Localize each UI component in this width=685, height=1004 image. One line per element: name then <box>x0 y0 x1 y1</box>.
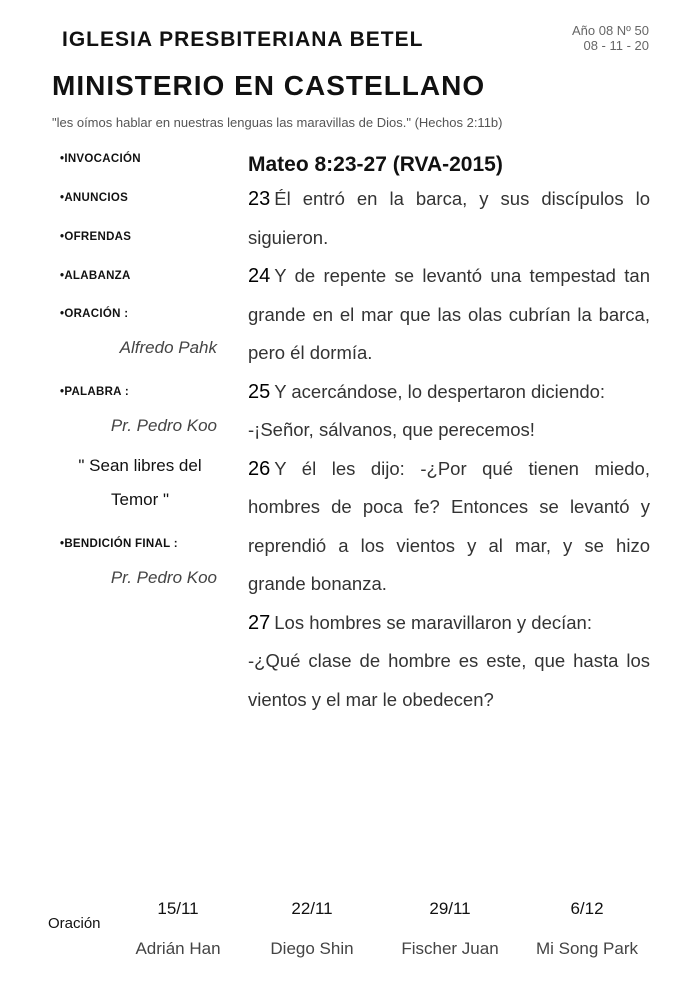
sermon-title-line2: Temor " <box>111 490 169 509</box>
prayer-date: 22/11 <box>291 899 333 918</box>
verse-number: 23 <box>248 188 271 210</box>
verse <box>248 180 650 257</box>
verse-text: Los hombres se maravillaron y decían: <box>274 611 592 633</box>
prayer-person: Diego Shin <box>270 939 354 958</box>
church-name: IGLESIA PRESBITERIANA BETEL <box>62 28 424 51</box>
verse-text: Y de repente se levantó una tempestad tan grande en el mar que las olas cubrían la barca, pero él dormía. <box>248 265 650 363</box>
item-bendicion: •BENDICIÓN FINAL : <box>60 538 178 550</box>
item-alabanza: •ALABANZA <box>60 270 131 282</box>
verse-text: Y acercándose, lo despertaron diciendo: <box>274 380 606 402</box>
bendicion-person: Pr. Pedro Koo <box>110 568 217 587</box>
verse <box>248 450 650 604</box>
prayer-person: Adrián Han <box>135 939 221 958</box>
ministry-title: MINISTERIO EN CASTELLANO <box>52 70 486 101</box>
item-oracion: •ORACIÓN : <box>60 308 129 320</box>
prayer-date: 6/12 <box>570 899 604 918</box>
oracion-person: Alfredo Pahk <box>119 338 217 357</box>
motto-quote: "les oímos hablar en nuestras lenguas las maravillas de Dios." (Hechos 2:11b) <box>52 115 503 130</box>
prayer-person: Fischer Juan <box>401 939 499 958</box>
item-palabra: •PALABRA : <box>60 386 129 398</box>
verse <box>248 257 650 373</box>
verse-text: Él entró en la barca, y sus discípulos lo siguieron. <box>248 188 650 248</box>
verse-text: Y él les dijo: -¿Por qué tienen miedo, hombres de poca fe? Entonces se levantó y reprendió a los vientos y al mar, y se hizo grande bonanza. <box>248 457 650 594</box>
prayer-date: 29/11 <box>429 899 471 918</box>
item-ofrendas: •OFRENDAS <box>60 231 132 243</box>
issue-number: Año 08 Nº 50 <box>571 23 649 38</box>
verse-number: 26 <box>248 457 271 480</box>
scripture-reading <box>248 150 650 719</box>
verse-number: 24 <box>248 265 271 287</box>
prayer-person: Mi Song Park <box>535 939 639 958</box>
sermon-title-line1: " Sean libres del <box>78 456 202 475</box>
prayer-date: 15/11 <box>157 899 199 918</box>
issue-date: 08 - 11 - 20 <box>583 38 649 53</box>
issue-info <box>572 23 649 53</box>
verse-number: 25 <box>248 380 271 403</box>
palabra-person: Pr. Pedro Koo <box>110 416 217 435</box>
item-anuncios: •ANUNCIOS <box>60 192 129 204</box>
scripture-reference: Mateo 8:23-27 (RVA-2015) <box>248 153 503 176</box>
verse <box>248 373 650 450</box>
sermon-title <box>60 449 220 517</box>
verse-speech: -¡Señor, sálvanos, que perecemos! <box>248 419 535 440</box>
verse-number: 27 <box>248 611 271 634</box>
prayer-schedule-label: Oración <box>48 915 101 932</box>
item-invocacion: •INVOCACIÓN <box>60 153 141 165</box>
verse <box>248 604 650 720</box>
verse-speech: -¿Qué clase de hombre es este, que hasta los vientos y el mar le obedecen? <box>248 650 650 710</box>
